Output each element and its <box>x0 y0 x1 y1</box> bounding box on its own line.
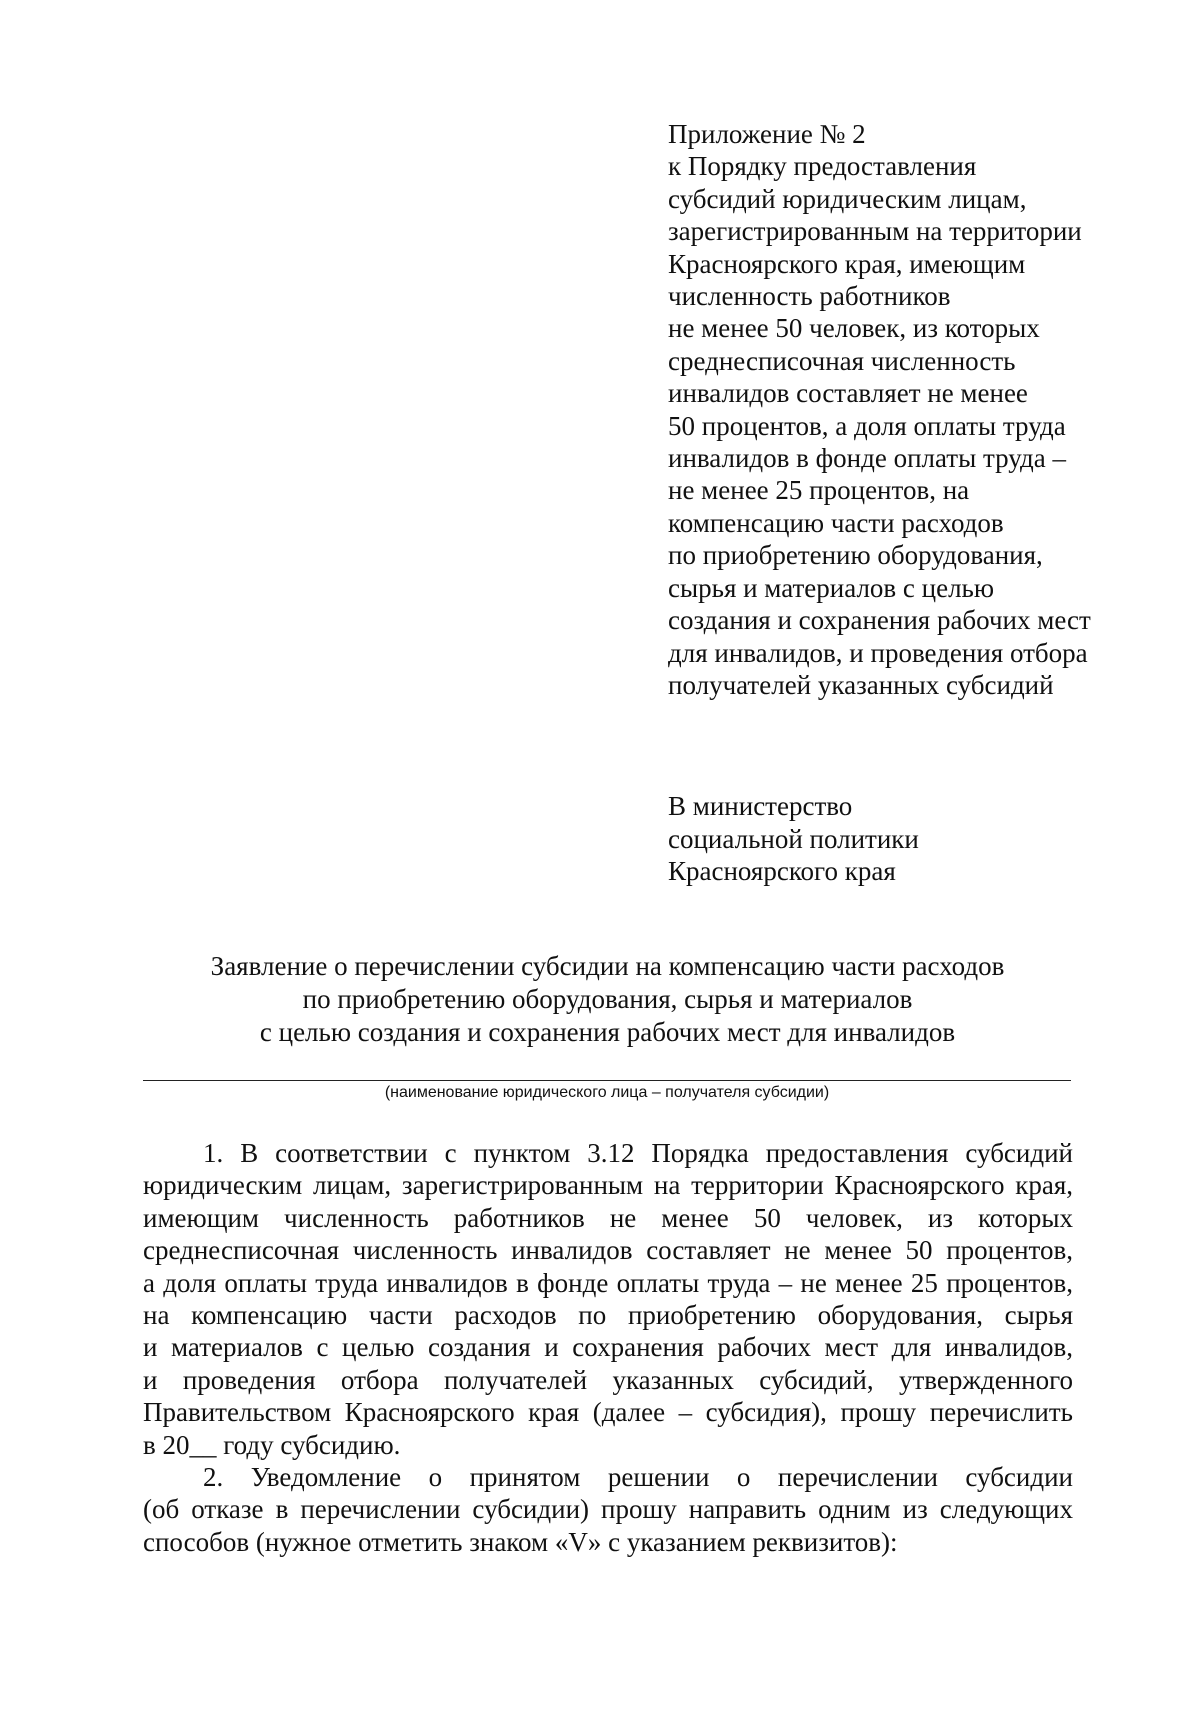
paragraph-line: (об отказе в перечислении субсидии) прошу направить одним из следующих <box>143 1494 1073 1525</box>
paragraph-line: а доля оплаты труда инвалидов в фонде оплаты труда – не менее 25 процентов, <box>143 1267 1073 1298</box>
application-body <box>143 1137 1073 1558</box>
title-line: с целью создания и сохранения рабочих мест для инвалидов <box>259 1017 956 1047</box>
appendix-line: не менее 50 человек, из которых <box>668 313 1040 344</box>
paragraph-line: способов (нужное отметить знаком «V» с указанием реквизитов): <box>143 1526 898 1557</box>
appendix-line: по приобретению оборудования, <box>668 540 1043 571</box>
paragraph-line: юридическим лицам, зарегистрированным на территории Красноярского края, <box>143 1170 1073 1201</box>
appendix-line: к Порядку предоставления <box>668 151 977 182</box>
applicant-name-field[interactable] <box>143 1080 1071 1081</box>
appendix-header <box>668 118 1128 701</box>
addressee-line: социальной политики <box>668 823 919 854</box>
paragraph-line: среднесписочная численность инвалидов составляет не менее 50 процентов, <box>143 1235 1073 1266</box>
paragraph-line: имеющим численность работников не менее 50 человек, из которых <box>143 1202 1073 1233</box>
appendix-line: для инвалидов, и проведения отбора <box>668 637 1088 668</box>
paragraph-line: в 20__ году субсидию. <box>143 1429 401 1460</box>
paragraph-2 <box>143 1461 1073 1558</box>
appendix-line: среднесписочная численность <box>668 345 1016 376</box>
appendix-line: сырья и материалов с целью <box>668 572 995 603</box>
paragraph-line: 2. Уведомление о принятом решении о перечислении субсидии <box>203 1461 1073 1492</box>
paragraph-line: Правительством Красноярского края (далее – субсидия), прошу перечислить <box>143 1397 1073 1428</box>
appendix-line: Красноярского края, имеющим <box>668 248 1026 279</box>
appendix-line: инвалидов в фонде оплаты труда – <box>668 443 1067 474</box>
paragraph-line: на компенсацию части расходов по приобретению оборудования, сырья <box>143 1299 1073 1330</box>
appendix-line: инвалидов составляет не менее <box>668 378 1028 409</box>
appendix-line: получателей указанных субсидий <box>668 669 1054 700</box>
paragraph-line: 1. В соответствии с пунктом 3.12 Порядка предоставления субсидий <box>203 1138 1073 1168</box>
addressee-block <box>668 790 1128 888</box>
appendix-line: компенсацию части расходов <box>668 507 1004 538</box>
appendix-line: 50 процентов, а доля оплаты труда <box>668 410 1066 441</box>
appendix-line: зарегистрированным на территории <box>668 216 1082 247</box>
applicant-name-caption: (наименование юридического лица – получателя субсидии) <box>384 1084 830 1101</box>
title-line: Заявление о перечислении субсидии на компенсацию части расходов <box>210 951 1005 981</box>
addressee-line: В министерство <box>668 791 853 821</box>
appendix-line: создания и сохранения рабочих мест <box>668 605 1091 636</box>
addressee-line: Красноярского края <box>668 856 896 886</box>
document-title <box>140 950 1075 1049</box>
title-line: по приобретению оборудования, сырья и материалов <box>302 984 913 1014</box>
paragraph-1 <box>143 1137 1073 1461</box>
appendix-line: численность работников <box>668 281 951 312</box>
paragraph-line: и проведения отбора получателей указанных субсидий, утвержденного <box>143 1364 1073 1395</box>
paragraph-line: и материалов с целью создания и сохранения рабочих мест для инвалидов, <box>143 1332 1073 1363</box>
appendix-line: Приложение № 2 <box>668 119 866 149</box>
appendix-line: не менее 25 процентов, на <box>668 475 970 506</box>
appendix-line: субсидий юридическим лицам, <box>668 183 1027 214</box>
